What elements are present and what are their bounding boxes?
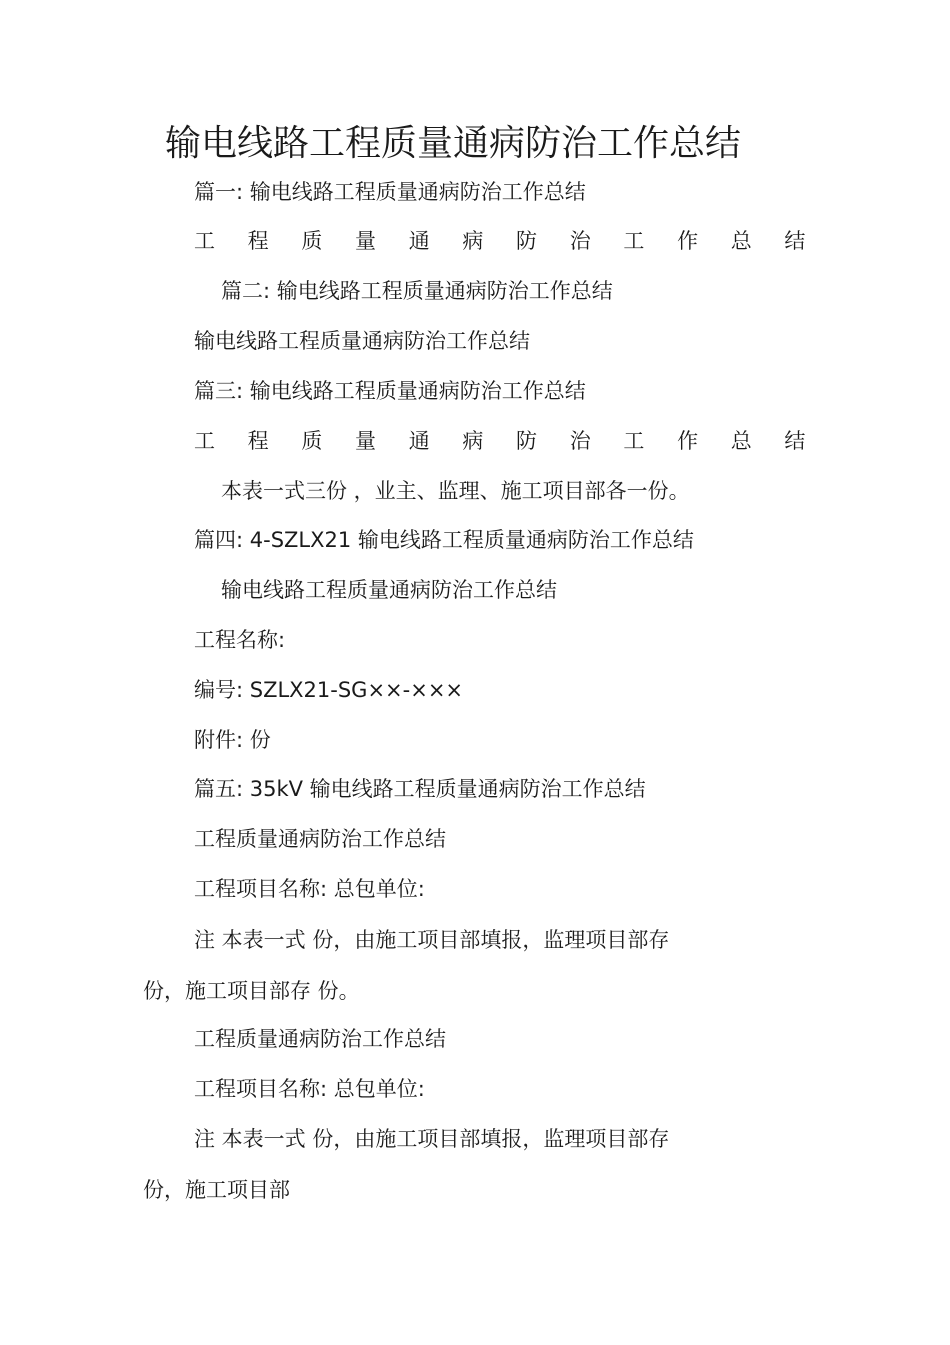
text-line-part3: 篇三: 输电线路工程质量通病防治工作总结 [194,379,586,403]
text-line: 本表一式三份 ，业主、监理、施工项目部各一份。 [221,479,690,503]
text-line-note-cont: 份，施工项目部存 份。 [143,979,360,1003]
text-line-note-cont: 份，施工项目部 [143,1178,290,1202]
text-line-project-name: 工程名称: [194,628,286,652]
text-line-note: 注 本表一式 份，由施工项目部填报，监理项目部存 [194,928,670,952]
text-line: 工程质量通病防治工作总结 [194,827,446,851]
text-line-part1: 篇一: 输电线路工程质量通病防治工作总结 [194,180,586,204]
text-line: 工程质量通病防治工作总结 [194,1027,446,1051]
text-line-part4: 篇四: 4-SZLX21 输电线路工程质量通病防治工作总结 [194,528,694,552]
text-line: 工程项目名称: 总包单位: [194,1077,425,1101]
text-line-attachment: 附件: 份 [194,728,271,752]
text-line-number: 编号: SZLX21-SG××-××× [194,678,464,702]
text-line-part2: 篇二: 输电线路工程质量通病防治工作总结 [221,279,613,303]
text-line: 输电线路工程质量通病防治工作总结 [194,329,530,353]
text-line-spaced-title-2: 工 程 质 量 通 病 防 治 工 作 总 结 [194,429,819,453]
document-title: 输电线路工程质量通病防治工作总结 [164,123,741,164]
text-line-note: 注 本表一式 份，由施工项目部填报，监理项目部存 [194,1127,670,1151]
text-line-spaced-title-1: 工 程 质 量 通 病 防 治 工 作 总 结 [194,229,819,253]
text-line-part5: 篇五: 35kV 输电线路工程质量通病防治工作总结 [194,777,646,801]
text-line: 工程项目名称: 总包单位: [194,877,425,901]
text-line: 输电线路工程质量通病防治工作总结 [221,578,557,602]
